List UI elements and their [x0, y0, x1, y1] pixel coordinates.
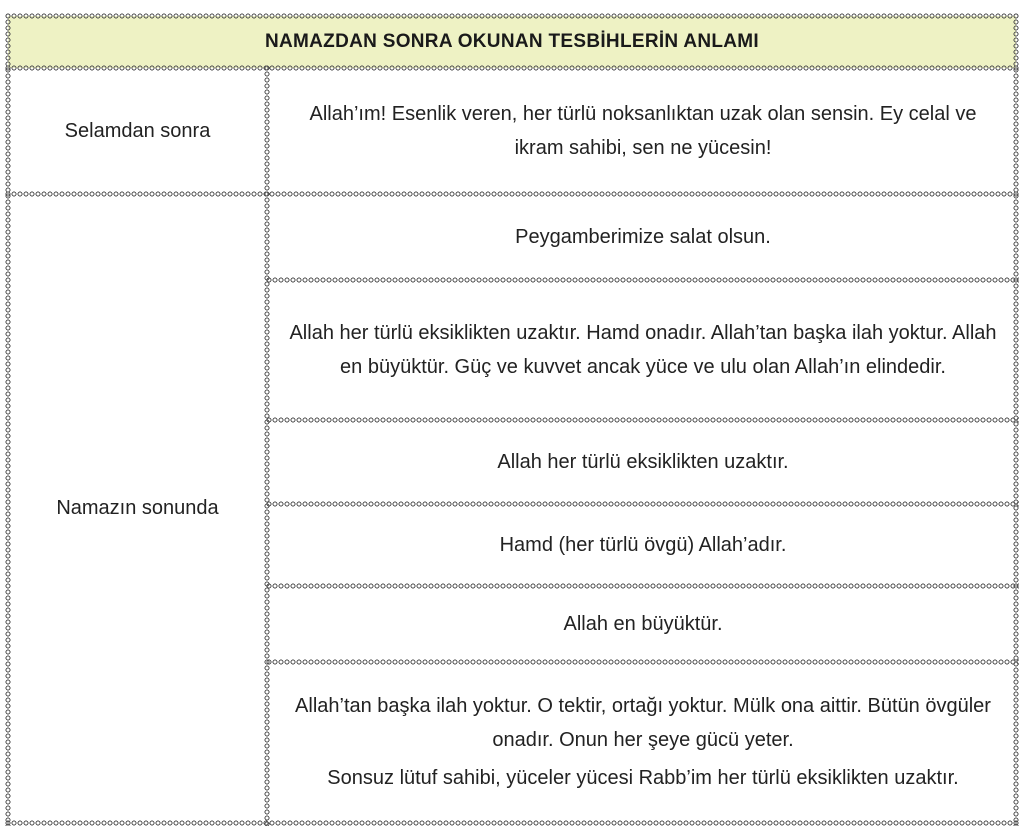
meaning-text: Allah’ım! Esenlik veren, her türlü noksanlıktan uzak olan sensin. Ey celal ve ikram sahibi, sen ne yücesin!: [309, 103, 977, 159]
header-border-bottom: [5, 65, 1019, 71]
meaning-text-group: [284, 689, 1002, 795]
row-label-text: Namazın sonunda: [56, 497, 219, 519]
cell-divider: [266, 277, 1019, 283]
meaning-cell: [272, 586, 1014, 662]
meaning-cell: [272, 504, 1014, 586]
table-border-top: [5, 13, 1019, 19]
cell-divider: [266, 501, 1019, 507]
cell-divider: [266, 417, 1019, 423]
meaning-text: Peygamberimize salat olsun.: [515, 226, 771, 248]
meaning-cell: [272, 68, 1014, 194]
row-divider: [5, 191, 1019, 197]
row-label-namazin-sonunda: [10, 194, 265, 822]
table-border-bottom: [5, 820, 1019, 826]
table-border-left: [5, 13, 11, 826]
table-border-right: [1013, 13, 1019, 826]
meaning-text: Allah’tan başka ilah yoktur. O tektir, ortağı yoktur. Mülk ona aittir. Bütün övgüler onadır. Onun her şeye gücü yeter.: [295, 695, 991, 751]
meaning-text: Allah her türlü eksiklikten uzaktır. Hamd onadır. Allah’tan başka ilah yoktur. Allah en büyüktür. Güç ve kuvvet ancak yüce ve ulu olan Allah’ın elindedir.: [289, 322, 997, 378]
row-label-text: Selamdan sonra: [64, 120, 211, 142]
row-label-selamdan-sonra: [10, 68, 265, 194]
meaning-text: Sonsuz lütuf sahibi, yüceler yücesi Rabb’im her türlü eksiklikten uzaktır.: [327, 767, 959, 789]
cell-divider: [266, 583, 1019, 589]
meaning-cell: [272, 194, 1014, 280]
column-divider: [264, 65, 270, 826]
cell-divider: [266, 659, 1019, 665]
meaning-text: Allah en büyüktür.: [563, 613, 723, 635]
meaning-cell: [272, 420, 1014, 504]
meaning-cell: [272, 280, 1014, 420]
meaning-cell: [272, 662, 1014, 822]
meaning-text: Hamd (her türlü övgü) Allah’adır.: [499, 534, 787, 556]
table-title: NAMAZDAN SONRA OKUNAN TESBİHLERİN ANLAMI: [8, 16, 1016, 68]
meaning-text: Allah her türlü eksiklikten uzaktır.: [497, 451, 789, 473]
